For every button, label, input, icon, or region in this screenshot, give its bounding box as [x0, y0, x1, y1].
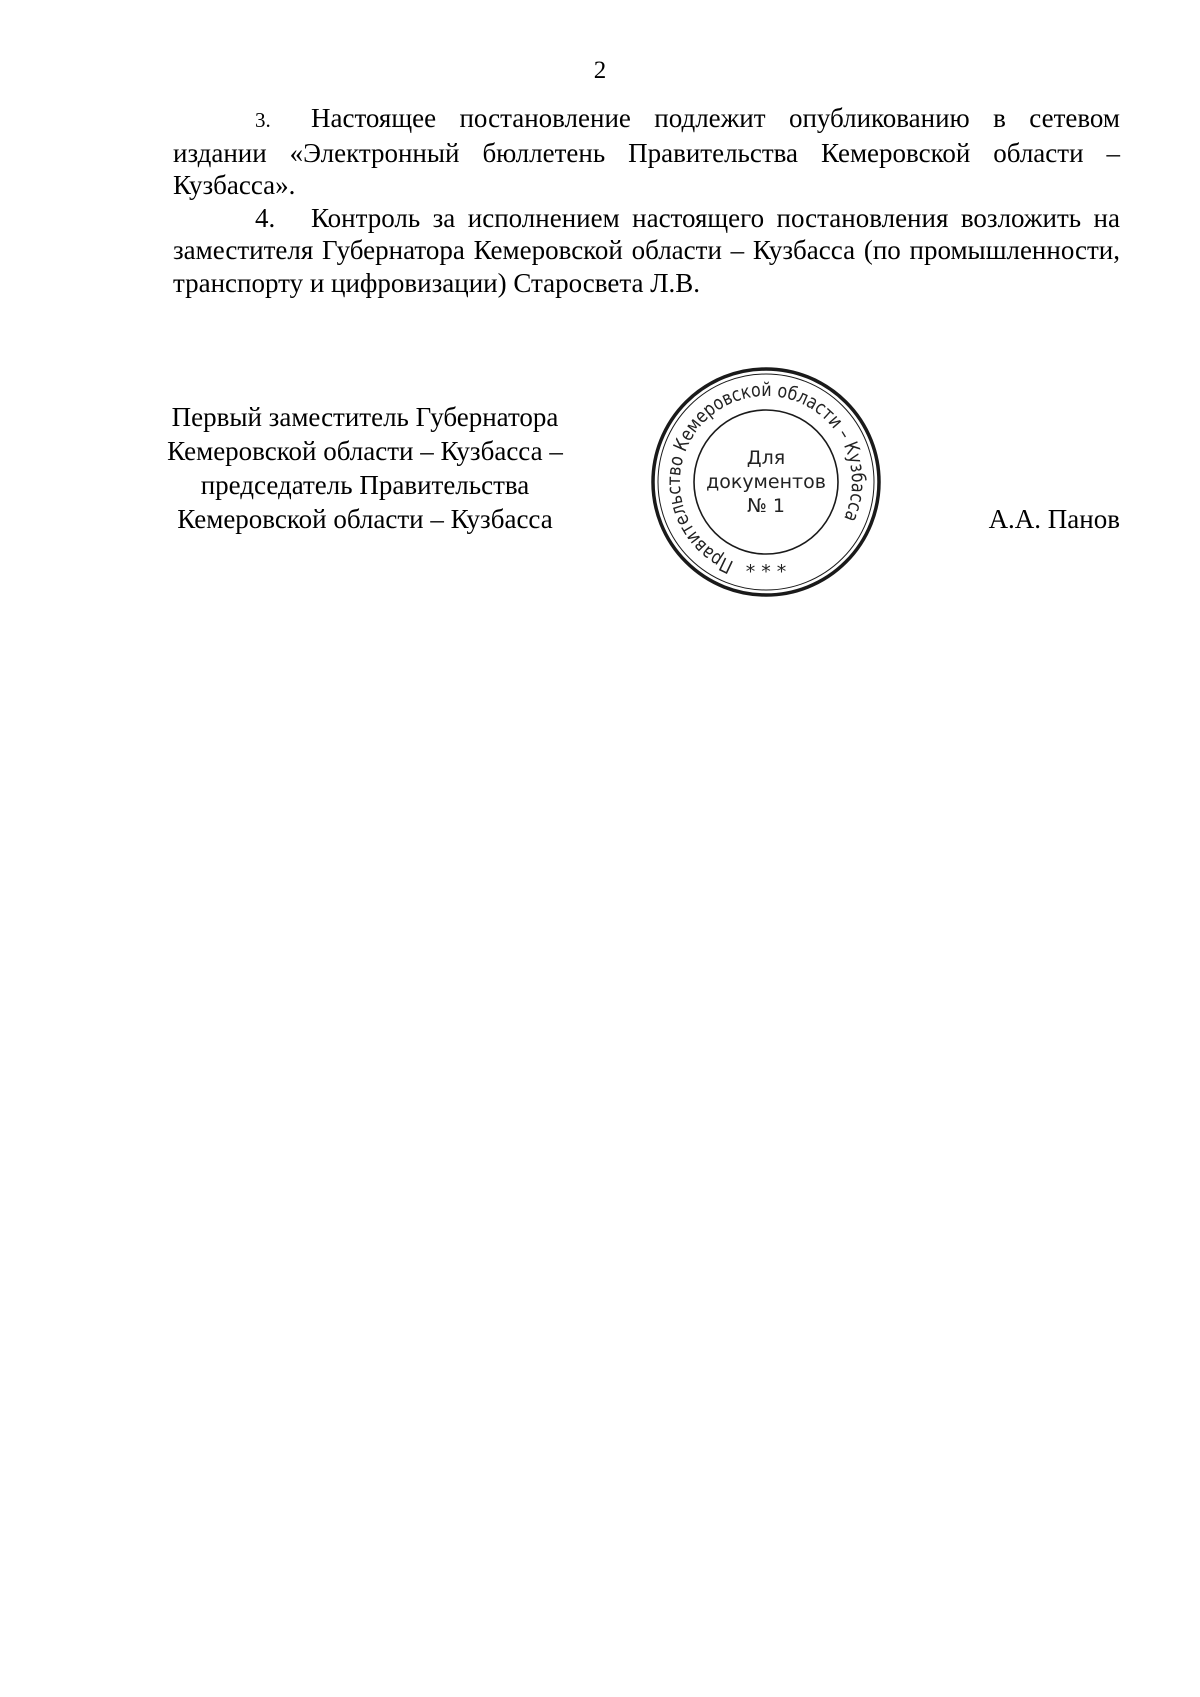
paragraph-4 — [173, 202, 1120, 300]
seal-graphic — [648, 364, 884, 600]
signatory-title-line: председатель Правительства — [200, 470, 530, 500]
signatory-title-line: Кемеровской области – Кузбасса — [177, 504, 553, 534]
body-text — [173, 102, 1120, 299]
seal-center-line: документов — [706, 471, 826, 493]
seal-center-line: Для — [746, 447, 786, 469]
paragraph-number: 4. — [255, 202, 276, 233]
page-number: 2 — [593, 57, 607, 84]
seal-stars: * * * — [745, 561, 787, 583]
paragraph-text: Контроль за исполнением настоящего постановления возложить на заместителя Губернатора Кемеровской области – Кузбасса (по промышленности, транспорту и цифровизации) Старосвета Л.В. — [173, 202, 1120, 298]
seal-center-line: № 1 — [747, 495, 785, 517]
signatory-title-line: Кемеровской области – Кузбасса – — [167, 436, 563, 466]
seal-ring-text: Правительство Кемеровской области – Кузбасса — [662, 378, 870, 578]
official-seal-stamp — [648, 364, 884, 600]
signatory-title-line: Первый заместитель Губернатора — [171, 402, 559, 432]
signatory-title — [140, 400, 590, 536]
paragraph-text: Настоящее постановление подлежит опубликованию в сетевом издании «Электронный бюллетень Правительства Кемеровской области – Кузбасса». — [173, 103, 1120, 200]
paragraph-number: 3. — [255, 108, 271, 132]
signatory-name: А.А. Панов — [988, 504, 1120, 534]
paragraph-3 — [173, 102, 1120, 202]
